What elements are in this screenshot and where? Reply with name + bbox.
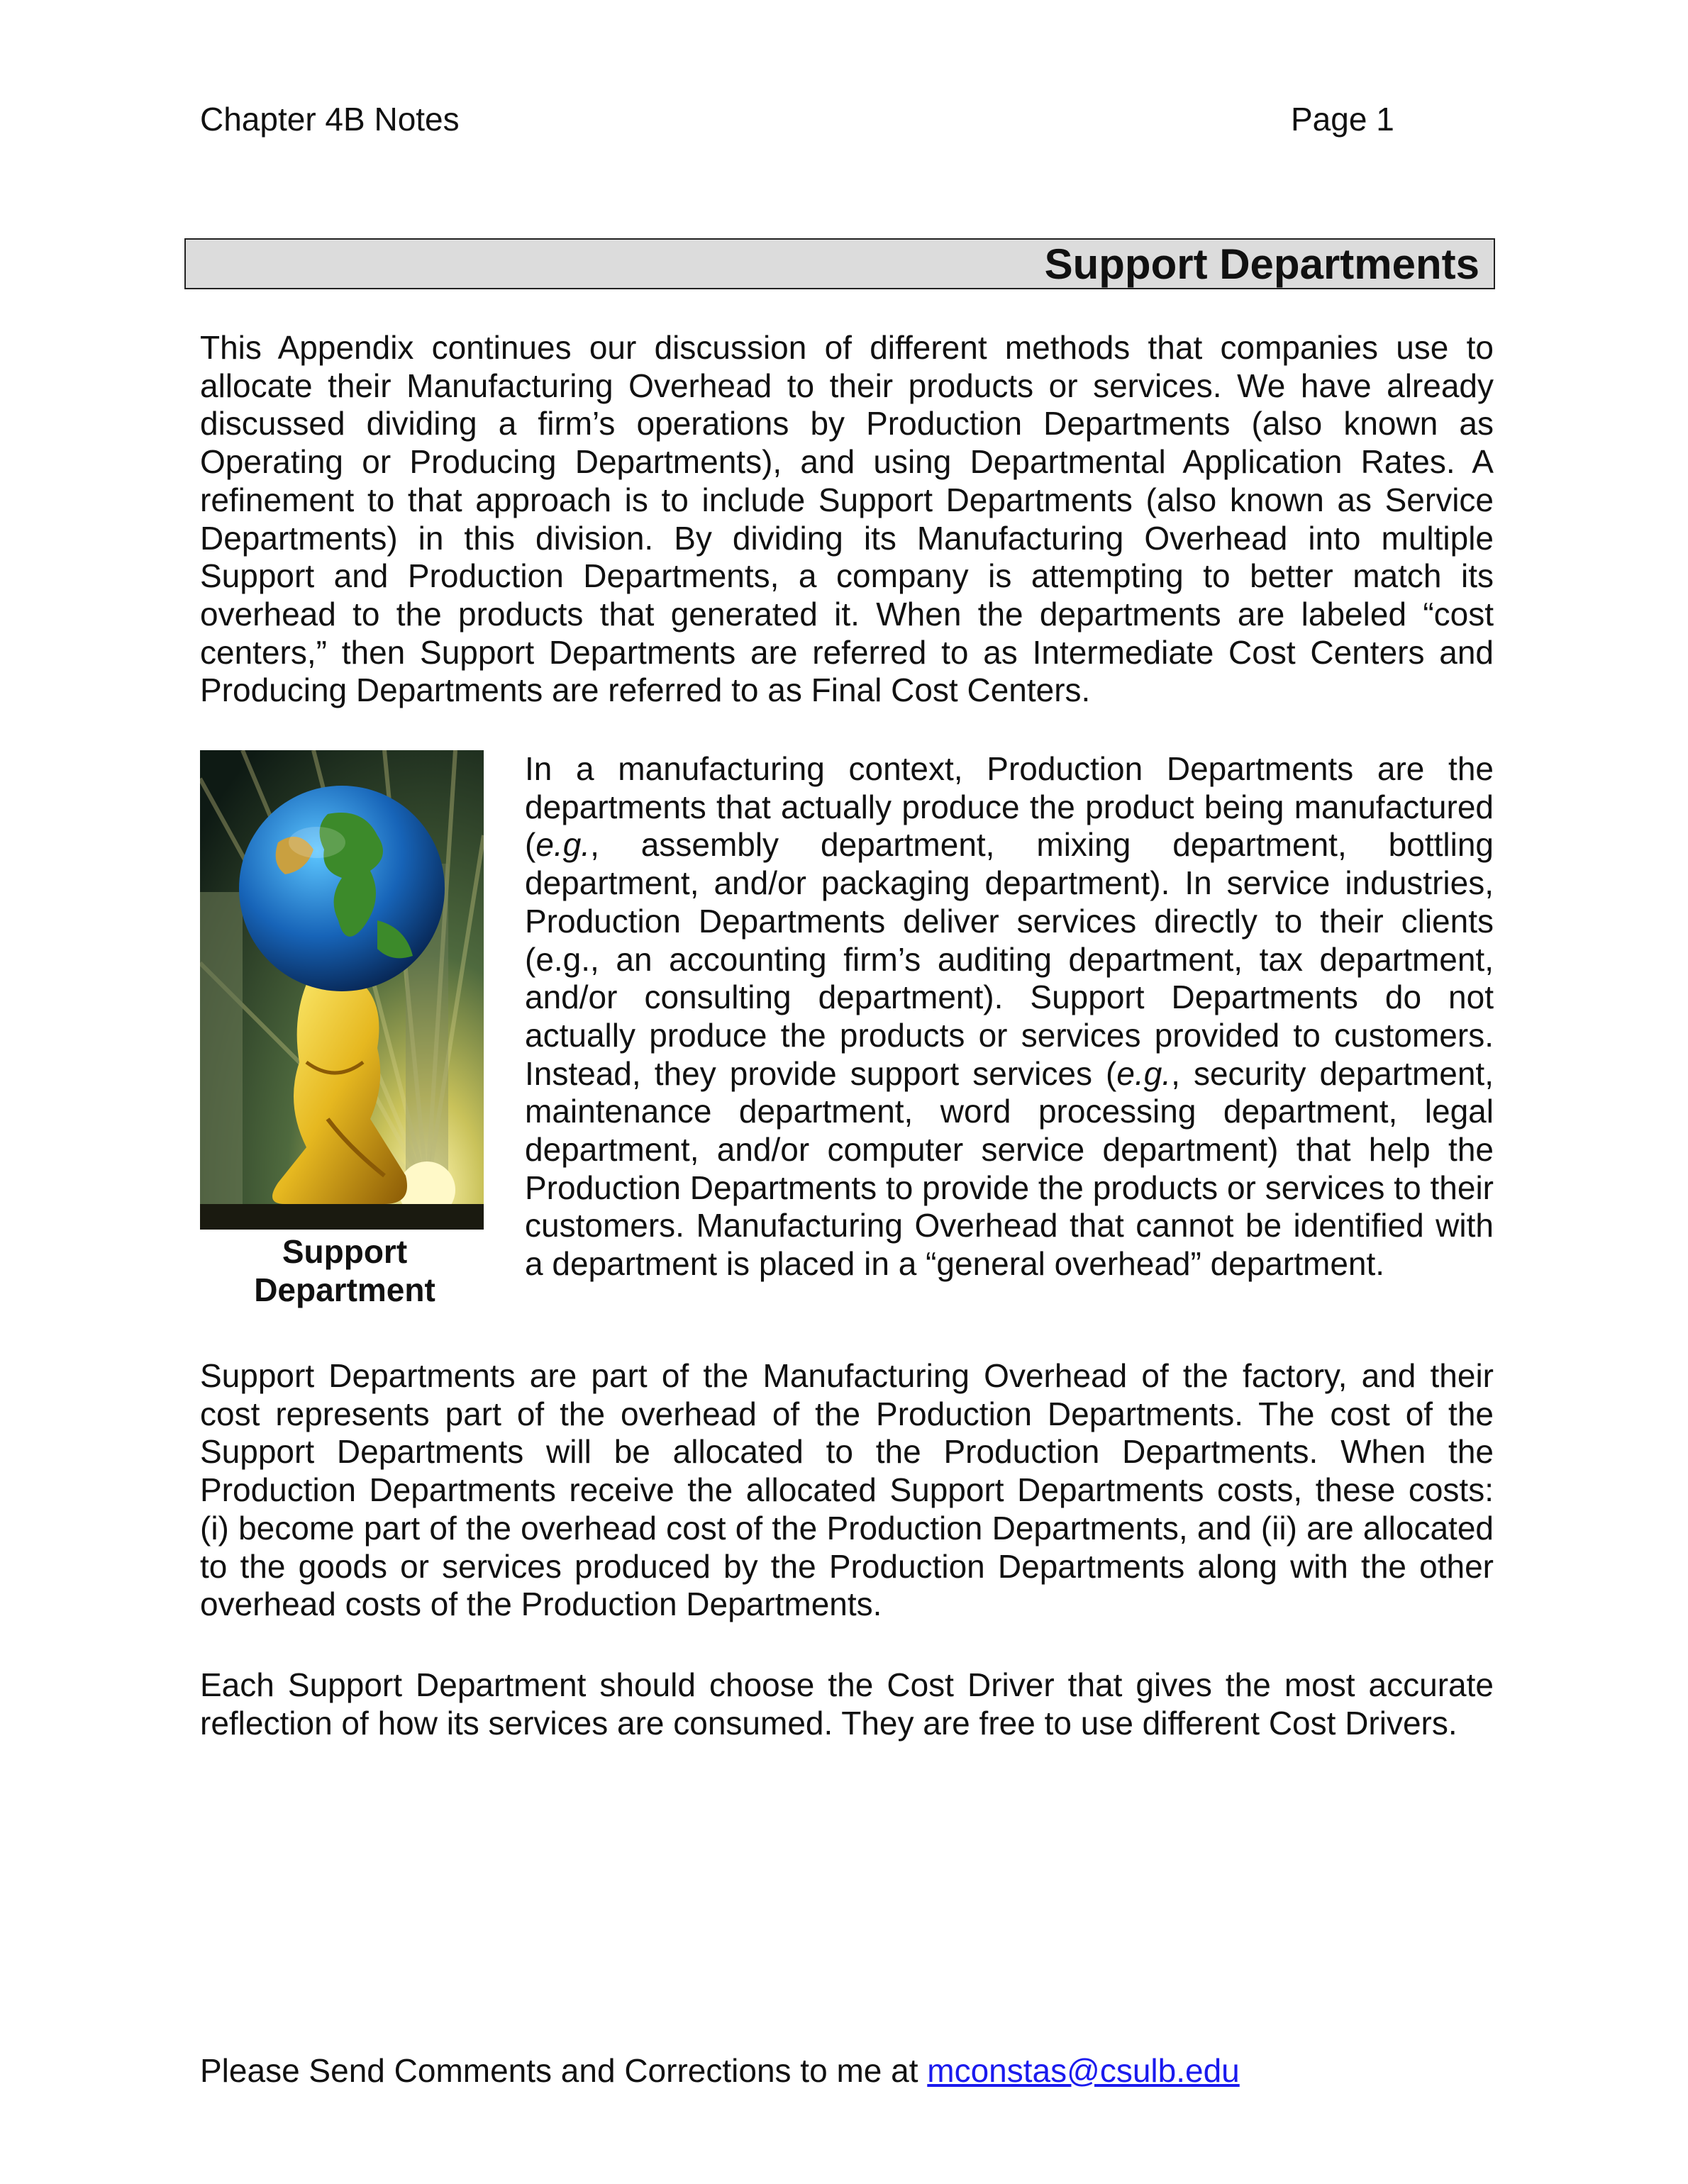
caption-line-2: Department — [254, 1271, 435, 1308]
atlas-carrying-globe-illustration — [200, 750, 484, 1230]
para2-eg-2: e.g. — [1116, 1054, 1172, 1092]
para2-text-3: , security department, maintenance department, word processing department, legal department, and/or computer service department) that help the Production Departments to provide the products or services to their customers. Manufacturing Overhead that cannot be identified with a department is placed in a “general overhead” department. — [525, 1054, 1494, 1283]
header-page-number: Page 1 — [1291, 101, 1394, 138]
footer-text: Please Send Comments and Corrections to me at — [200, 2052, 928, 2089]
page-title: Support Departments — [1044, 240, 1479, 288]
footer — [200, 2051, 1240, 2090]
intro-paragraph: This Appendix continues our discussion of different methods that companies use to allocate their Manufacturing Overhead to their products or services. We have already discussed dividing a firm’s operations by Production Departments (also known as Operating or Producing Departments), and using Departmental Application Rates. A refinement to that approach is to include Support Departments (also known as Service Departments) in this division. By dividing its Manufacturing Overhead into multiple Support and Production Departments, a company is attempting to better match its overhead to the products that generated it. When the departments are labeled “cost centers,” then Support Departments are referred to as Intermediate Cost Centers and Producing Departments are referred to as Final Cost Centers. — [200, 329, 1494, 709]
header-chapter: Chapter 4B Notes — [200, 101, 460, 138]
email-link[interactable]: mconstas@csulb.edu — [927, 2052, 1240, 2089]
support-cost-paragraph: Support Departments are part of the Manufacturing Overhead of the factory, and their cost represents part of the overhead of the Production Departments. The cost of the Support Departments will be allocated to the Production Departments. When the Production Departments receive the allocated Support Departments costs, these costs: (i) become part of the overhead cost of the Production Departments, and (ii) are allocated to the goods or services produced by the Production Departments along with the other overhead costs of the Production Departments. — [200, 1357, 1494, 1623]
para2-eg-1: e.g. — [535, 826, 591, 864]
production-departments-paragraph — [525, 750, 1494, 1283]
para2-text-1: In a manufacturing context, Production Departments are the departments that actually produce the product being manufactured ( — [525, 750, 1494, 864]
para2-text-2: , assembly department, mixing department, bottling department, and/or packaging department). In service industries, Production Departments deliver services directly to their clients (e.g., an accounting firm’s auditing department, tax department, and/or consulting department). Support Departments do not actually produce the products or services provided to customers. Instead, they provide support services ( — [525, 826, 1494, 1092]
cost-driver-paragraph: Each Support Department should choose the Cost Driver that gives the most accurate reflection of how its services are consumed. They are free to use different Cost Drivers. — [200, 1666, 1494, 1742]
title-banner — [184, 238, 1495, 289]
atlas-illustration-svg — [200, 750, 484, 1230]
illustration-caption — [200, 1232, 489, 1309]
caption-line-1: Support — [282, 1233, 408, 1270]
